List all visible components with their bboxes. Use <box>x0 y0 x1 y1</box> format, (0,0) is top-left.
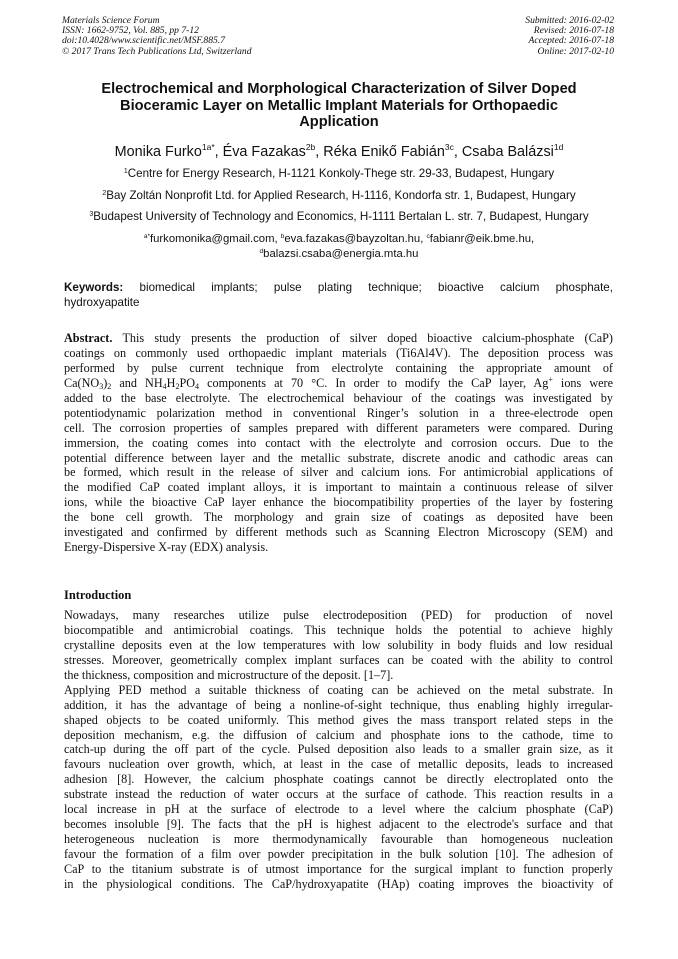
keywords-section <box>64 281 613 310</box>
keywords-line <box>64 281 613 296</box>
formula-sub: 4 <box>162 381 167 391</box>
affiliation-2 <box>40 189 638 202</box>
email-sup: b <box>280 233 285 240</box>
body-line: adhesion [8]. However, the calcium phosphate coatings cannot be directly electroplated onto the <box>64 772 613 787</box>
body-line: local increase in pH at the surface of electrode to a level where the calcium phosphate (CaP) <box>64 802 613 817</box>
affiliation-text: Centre for Energy Research, H-1121 Konkoly-Thege str. 29-33, Budapest, Hungary <box>127 167 555 180</box>
section-heading-introduction: Introduction <box>64 588 132 602</box>
abstract-line: the bone cell growth. The morphology and grain size of coatings as deposited have been <box>64 510 613 525</box>
body-line: catch-up during the off part of the cycle. Pulsed deposition also leads to a smaller grain size, as it <box>64 742 613 757</box>
affiliation-sup: 3 <box>89 211 94 218</box>
formula-part: and NH <box>111 375 163 390</box>
author-name: Csaba Balázsi <box>461 144 554 160</box>
affiliation-1 <box>40 167 638 180</box>
body-line: favours nucleation over growth, which, at least in the case of metallic deposits, leads to increased <box>64 757 613 772</box>
body-line: becomes insoluble [9]. The facts that the pH is highest adjacent to the electrode's surface and that <box>64 817 613 832</box>
title-line: Bioceramic Layer on Metallic Implant Materials for Orthopaedic <box>120 97 558 114</box>
abstract-line: the modified CaP coated implant alloys, it is important to maintain a continuous release of silver <box>64 480 613 495</box>
issn-line: ISSN: 1662-9752, Vol. 885, pp 7-12 <box>62 25 199 37</box>
abstract-line: added to the base electrolyte. The electrochemical behaviour of the coatings was investigated by <box>64 390 613 405</box>
keywords-line: hydroxyapatite <box>64 295 140 309</box>
formula-sub: 2 <box>107 381 112 391</box>
author-sup: 1a* <box>201 142 215 152</box>
body-line: Applying PED method a suitable thickness of coating can be achieved on the metal substrate. In <box>64 682 613 697</box>
affiliation-text: Budapest University of Technology and Economics, H-1111 Bertalan L. str. 7, Budapest, Hungary <box>93 210 589 223</box>
online-date: Online: 2017-02-10 <box>537 45 614 57</box>
abstract-line: potential difference between layer and the metallic substrate, discrete anodic and cathodic areas can <box>64 450 613 465</box>
email-link[interactable]: eva.fazakas@bayzoltan.hu, <box>284 233 427 245</box>
abstract-line <box>64 376 613 391</box>
email-line <box>40 247 638 262</box>
ion-charge-sup: + <box>548 375 553 384</box>
formula-part: PO <box>179 375 196 390</box>
abstract-text: components at 70 °C. In order to modify the CaP layer, Ag <box>199 375 549 390</box>
doi-line: doi:10.4028/www.scientific.net/MSF.885.7 <box>62 35 225 47</box>
email-link[interactable]: fabianr@eik.bme.hu, <box>429 233 535 245</box>
body-line: favour the formation of a film over powder precipitation in the bulk solution [10]. The adhesion of <box>64 847 613 861</box>
abstract-line: immersion, the coating comes into contact with the electrolyte and corrosion occurs. Due to the <box>64 435 613 450</box>
formula-sub: 3 <box>99 381 104 391</box>
copyright-line: © 2017 Trans Tech Publications Ltd, Switzerland <box>62 45 252 57</box>
body-line: in the physiological conditions. The CaP/hydroxyapatite (HAp) coating improves the bioactivity of <box>64 876 613 891</box>
accepted-date: Accepted: 2016-07-18 <box>528 35 614 47</box>
author-sup: 3c <box>444 142 454 152</box>
abstract-text: ions were <box>552 375 613 390</box>
email-sup: a* <box>143 233 150 240</box>
journal-info <box>62 16 252 57</box>
publication-dates <box>525 16 614 57</box>
title-line: Application <box>299 114 379 131</box>
author-name: Monika Furko <box>114 144 202 160</box>
abstract-label: Abstract. <box>64 331 113 345</box>
affiliation-3 <box>40 210 638 223</box>
body-line: the thickness, composition and microstructure of the deposit. [1–7]. <box>64 667 394 682</box>
author-sup: 1d <box>553 142 564 152</box>
affiliation-text: Bay Zoltán Nonprofit Ltd. for Applied Research, H-1116, Kondorfa str. 1, Budapest, Hungary <box>106 189 576 202</box>
affiliation-sup: 1 <box>123 168 128 175</box>
body-line: shaped objects to be coated uniformly. This method gives the mass transport related steps in the <box>64 712 613 727</box>
formula-sub: 4 <box>195 381 200 391</box>
submitted-date: Submitted: 2016-02-02 <box>525 15 614 26</box>
author-sup: 2b <box>305 142 316 152</box>
author-list <box>40 143 638 161</box>
author-separator: , <box>453 144 462 160</box>
email-link[interactable]: balazsi.csaba@energia.mta.hu <box>263 247 419 260</box>
email-sup: c <box>426 233 430 240</box>
abstract-line: potentiodynamic polarization method in conventional Ringer’s solution in a three-electrode open <box>64 405 613 420</box>
email-sup: d <box>259 247 264 255</box>
email-link[interactable]: furkomonika@gmail.com, <box>150 233 281 245</box>
keywords-text: biomedical implants; pulse plating technique; bioactive calcium phosphate, <box>139 281 613 294</box>
author-emails <box>40 232 638 261</box>
body-line: Nowadays, many researches utilize pulse electrodeposition (PED) for production of novel <box>64 608 613 622</box>
journal-name: Materials Science Forum <box>62 15 160 26</box>
abstract-line: performed by pulse current technique from electrolyte containing the appropriate amount of <box>64 360 613 375</box>
abstract-line: investigated and confirmed by different methods such as Scanning Electron Microscopy (SEM) and <box>64 525 613 540</box>
affiliation-sup: 2 <box>102 190 107 197</box>
body-line: addition, it has the advantage of being a nonline-of-sight technique, thus enabling highly irregular- <box>64 697 613 712</box>
body-line: deposition mechanism, e.g. the diffusion of calcium and phosphate ions to the cathode, time to <box>64 727 613 742</box>
email-line <box>40 232 638 247</box>
abstract-text: This study presents the production of silver doped bioactive calcium-phosphate (CaP) <box>122 331 613 345</box>
formula-part: ) <box>103 375 108 390</box>
abstract-line: be formed, which result in the release of silver and calcium ions. For antimicrobial applications of <box>64 465 613 480</box>
revised-date: Revised: 2016-07-18 <box>533 25 614 37</box>
body-line: CaP to the titanium substrate is of utmost importance for the surgical implant to function properly <box>64 861 613 876</box>
author-name: Éva Fazakas <box>222 144 306 160</box>
body-line: substrate instead the reduction of water occurs at the surface of cathode. This reaction results in a <box>64 787 613 802</box>
introduction-body <box>64 608 613 892</box>
body-line: crystalline deposits even at the low temperatures with low solubility in body fluids and low residual <box>64 637 613 652</box>
author-separator: , <box>315 144 324 160</box>
author-name: Réka Enikő Fabián <box>323 144 445 160</box>
body-line: stresses. Moreover, geometrically complex implant surfaces can be coated with the ability to control <box>64 652 613 667</box>
body-line: heterogeneous nucleation is more thermodynamically favourable than homogeneous nucleation <box>64 832 613 847</box>
abstract-line: coatings on commonly used orthopaedic implant materials (Ti6Al4V). The deposition process was <box>64 345 613 360</box>
keywords-label: Keywords: <box>64 281 124 294</box>
formula-sub: 2 <box>175 381 180 391</box>
author-separator: , <box>214 144 223 160</box>
abstract-line: Energy-Dispersive X-ray (EDX) analysis. <box>64 540 269 555</box>
abstract-section <box>64 331 613 555</box>
formula-part: H <box>166 375 176 390</box>
body-line: biocompatible and antimicrobial coatings. This technique holds the potential to achieve highly <box>64 622 613 637</box>
abstract-line: cell. The corrosion properties of samples prepared with different parameters were compared. During <box>64 420 613 435</box>
abstract-line <box>64 331 613 346</box>
title-line: Electrochemical and Morphological Characterization of Silver Doped <box>101 81 577 97</box>
paper-title <box>50 81 628 131</box>
formula-part: Ca(NO <box>64 375 100 390</box>
abstract-line: ions, while the bioactive CaP layer enhance the biocompatibility properties of the layer by fostering <box>64 495 613 510</box>
